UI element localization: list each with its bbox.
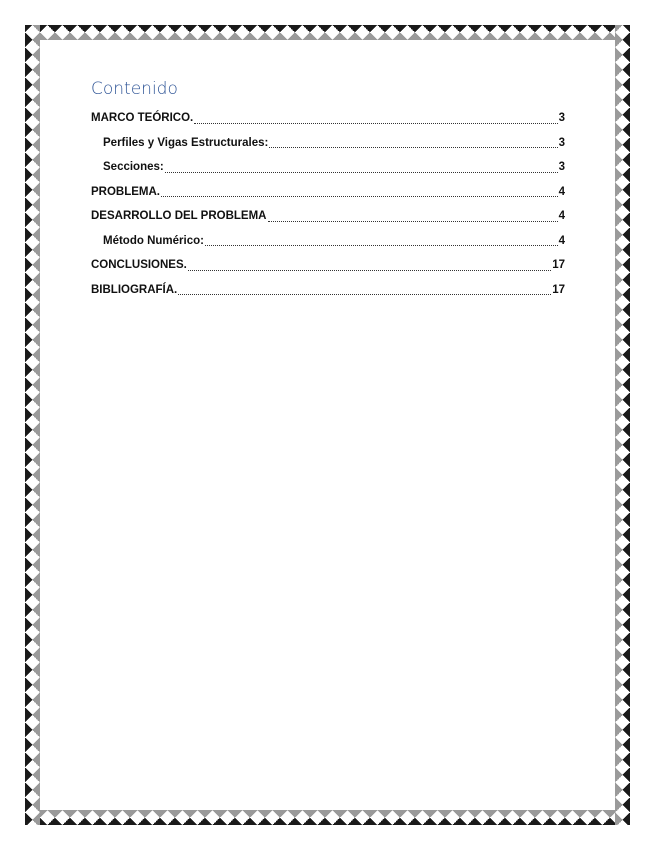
page-border-right [615, 25, 630, 825]
toc-leader-dots [161, 196, 558, 197]
toc-entry-problema[interactable] [91, 180, 565, 205]
toc-leader-dots [178, 294, 551, 295]
toc-entry-page: 4 [558, 210, 565, 222]
toc-entry-title: PROBLEMA. [91, 185, 160, 198]
toc-entry-page: 3 [558, 161, 565, 173]
toc-entry-page: 4 [558, 234, 565, 247]
toc-entry-page: 17 [552, 283, 565, 296]
toc-entry-page: 17 [552, 259, 565, 271]
toc-entry-title: DESARROLLO DEL PROBLEMA [91, 210, 267, 222]
toc-entry-secciones[interactable] [91, 155, 565, 180]
toc-entry-page: 3 [558, 112, 565, 124]
toc-leader-dots [165, 172, 558, 173]
toc-entry-conclusiones[interactable] [91, 253, 565, 278]
toc-entry-bibliografia[interactable] [91, 278, 565, 303]
table-of-contents [91, 78, 565, 302]
toc-entry-title: Perfiles y Vigas Estructurales: [103, 136, 269, 149]
toc-entry-page: 4 [558, 185, 565, 198]
page-border-bottom [25, 810, 630, 825]
toc-entry-metodo-numerico[interactable] [91, 229, 565, 254]
page-border-left [25, 25, 40, 825]
toc-entry-desarrollo[interactable] [91, 204, 565, 229]
toc-entry-title: CONCLUSIONES. [91, 259, 187, 271]
toc-entry-perfiles-vigas[interactable] [91, 131, 565, 156]
toc-entry-marco-teorico[interactable] [91, 106, 565, 131]
toc-entry-title: BIBLIOGRAFÍA. [91, 283, 178, 296]
toc-entry-page: 3 [558, 136, 565, 149]
toc-leader-dots [188, 270, 551, 271]
toc-leader-dots [268, 221, 558, 222]
toc-entry-title: Secciones: [103, 161, 164, 173]
toc-entry-title: MARCO TEÓRICO. [91, 112, 194, 124]
toc-entry-title: Método Numérico: [103, 234, 204, 247]
page-border-top [25, 25, 630, 40]
toc-leader-dots [269, 147, 557, 148]
toc-leader-dots [194, 123, 557, 124]
document-page [25, 25, 630, 825]
toc-heading: Contenido [91, 79, 178, 99]
toc-leader-dots [205, 245, 558, 246]
